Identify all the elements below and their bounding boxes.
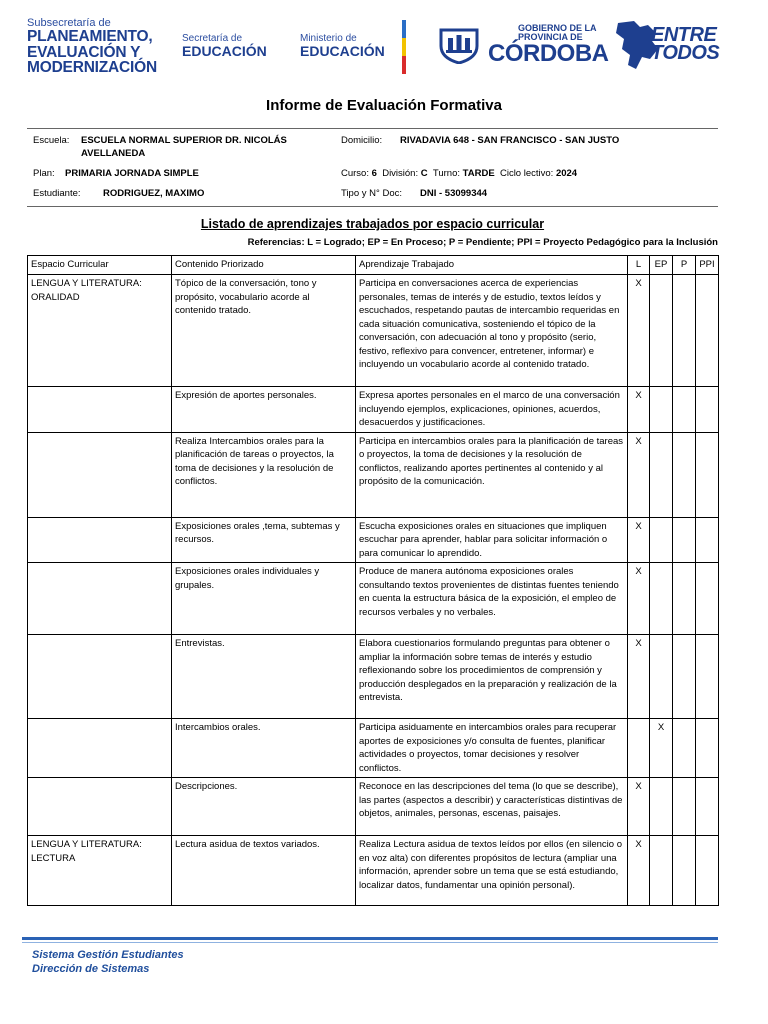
- gobierno-cordoba-logo: [488, 24, 609, 66]
- cell-ep: [650, 635, 673, 719]
- cell-ep: X: [650, 719, 673, 778]
- secretaria-logo: [182, 34, 267, 58]
- flag-stripe-yellow: [402, 38, 406, 56]
- cell-ep: [650, 836, 673, 906]
- cell-p: [673, 387, 696, 433]
- cell-ppi: [696, 563, 719, 635]
- cell-espacio: [28, 432, 172, 517]
- secretaria-big-text: EDUCACIÓN: [182, 43, 267, 59]
- cell-aprendizaje: Participa asiduamente en intercambios orales para recuperar aportes de exposiciones y/o consulta de fuentes, planificar actividades o proyectos, tomar decisiones y resolver conflictos.: [356, 719, 628, 778]
- table-row: [28, 387, 719, 433]
- table-row: [28, 836, 719, 906]
- aprendizajes-table: [27, 255, 719, 906]
- footer-rule-light: [22, 942, 718, 943]
- cell-contenido: Entrevistas.: [172, 635, 356, 719]
- footer-line-1: Sistema Gestión Estudiantes: [32, 949, 184, 961]
- info-divider: [27, 206, 718, 207]
- footer: [32, 948, 184, 976]
- cell-ppi: [696, 275, 719, 387]
- entre-text: ENTRE: [651, 24, 717, 46]
- page-title: Informe de Evaluación Formativa: [266, 97, 502, 114]
- cell-l: X: [628, 432, 650, 517]
- cell-espacio: [28, 635, 172, 719]
- flag-stripe-red: [402, 56, 406, 74]
- cell-contenido: Exposiciones orales ,tema, subtemas y recursos.: [172, 517, 356, 563]
- cell-ep: [650, 387, 673, 433]
- cell-l: [628, 719, 650, 778]
- cell-contenido: Realiza Intercambios orales para la planificación de tareas o proyectos, la toma de decisiones y la resolución de conflictos.: [172, 432, 356, 517]
- cell-ep: [650, 432, 673, 517]
- cell-p: [673, 275, 696, 387]
- domicilio-label: Domicilio:: [341, 135, 383, 146]
- cell-espacio: [28, 387, 172, 433]
- plan-label: Plan:: [33, 168, 55, 179]
- header-ep: EP: [650, 256, 673, 275]
- cell-espacio: LENGUA Y LITERATURA: ORALIDAD: [28, 275, 172, 387]
- cell-ppi: [696, 719, 719, 778]
- cell-contenido: Lectura asidua de textos variados.: [172, 836, 356, 906]
- cell-aprendizaje: Realiza Lectura asidua de textos leídos por ellos (en silencio o en voz alta) con diferentes propósitos de lectura (ampliar una información, aprender sobre un tema que se está estudiando, localizar datos, fundamentar una opinión personal).: [356, 836, 628, 906]
- cell-espacio: [28, 778, 172, 836]
- cell-aprendizaje: Expresa aportes personales en el marco de una conversación incluyendo ejemplos, explicaciones, opiniones, acuerdos, desacuerdos y justificaciones.: [356, 387, 628, 433]
- cell-espacio: [28, 563, 172, 635]
- todos-text: TODOS: [651, 41, 720, 64]
- cell-contenido: Intercambios orales.: [172, 719, 356, 778]
- header-espacio: Espacio Curricular: [28, 256, 172, 275]
- cell-contenido: Exposiciones orales individuales y grupales.: [172, 563, 356, 635]
- subsecretaria-small-text: Subsecretaría de: [27, 17, 111, 29]
- table-row: [28, 517, 719, 563]
- cell-aprendizaje: Reconoce en las descripciones del tema (lo que se describe), las partes (aspectos a describir) y características distintivas de objetos, animales, personas, escenas, paisajes.: [356, 778, 628, 836]
- gobierno-line-2: PROVINCIA DE: [518, 32, 583, 42]
- cell-ppi: [696, 387, 719, 433]
- header-aprendizaje: Aprendizaje Trabajado: [356, 256, 628, 275]
- cell-ep: [650, 563, 673, 635]
- cell-p: [673, 836, 696, 906]
- ministerio-big-text: EDUCACIÓN: [300, 43, 385, 59]
- cell-p: [673, 432, 696, 517]
- cell-p: [673, 778, 696, 836]
- cell-p: [673, 563, 696, 635]
- cordoba-crest-icon: [438, 24, 480, 64]
- cell-ppi: [696, 836, 719, 906]
- turno-value: TARDE: [462, 168, 495, 179]
- footer-line-2: Dirección de Sistemas: [32, 963, 150, 975]
- cell-l: X: [628, 387, 650, 433]
- division-value: C: [420, 168, 428, 179]
- cell-ppi: [696, 432, 719, 517]
- doc-label: Tipo y N° Doc:: [341, 188, 402, 199]
- entre-todos-logo: [651, 24, 720, 64]
- cell-l: X: [628, 836, 650, 906]
- cell-contenido: Descripciones.: [172, 778, 356, 836]
- subsecretaria-logo: [27, 18, 157, 76]
- cell-l: X: [628, 517, 650, 563]
- estudiante-value: RODRIGUEZ, MAXIMO: [103, 188, 205, 199]
- curso-label: Curso:: [341, 168, 369, 179]
- gobierno-line-1: GOBIERNO DE LA: [518, 23, 597, 33]
- header-contenido: Contenido Priorizado: [172, 256, 356, 275]
- cell-p: [673, 719, 696, 778]
- ciclo-label: Ciclo lectivo:: [499, 168, 554, 179]
- estudiante-label: Estudiante:: [33, 188, 81, 199]
- escuela-label: Escuela:: [33, 135, 70, 146]
- curso-value: 6: [371, 168, 377, 179]
- listado-title: Listado de aprendizajes trabajados por espacio curricular: [200, 217, 545, 231]
- title-divider: [27, 128, 718, 129]
- cell-ppi: [696, 635, 719, 719]
- cell-aprendizaje: Produce de manera autónoma exposiciones orales consultando textos provenientes de distintas fuentes teniendo en cuenta la estructura básica de la exposición, el empleo de recursos verbales y no verbales.: [356, 563, 628, 635]
- cell-ep: [650, 275, 673, 387]
- header-ppi: PPI: [696, 256, 719, 275]
- referencias-text: Referencias: L = Logrado; EP = En Proceso; P = Pendiente; PPI = Proyecto Pedagógico para la Inclusión: [247, 237, 718, 248]
- flag-stripe-blue: [402, 20, 406, 38]
- table-row: [28, 635, 719, 719]
- table-header-row: [28, 256, 719, 275]
- cell-ppi: [696, 517, 719, 563]
- cell-espacio: [28, 517, 172, 563]
- cell-contenido: Expresión de aportes personales.: [172, 387, 356, 433]
- cell-l: X: [628, 275, 650, 387]
- ciclo-value: 2024: [555, 168, 578, 179]
- cordoba-text: CÓRDOBA: [488, 40, 609, 67]
- table-row: [28, 778, 719, 836]
- table-row: [28, 275, 719, 387]
- subsecretaria-line-1: PLANEAMIENTO,: [27, 28, 153, 45]
- doc-value: DNI - 53099344: [420, 188, 488, 199]
- cell-aprendizaje: Participa en conversaciones acerca de experiencias personales, temas de interés y de estudio, textos leídos y escuchados, respetando pautas de intercambio requeridas en cada situación comunicativa, sosteniendo el tópico de la conversación, con adecuación al tono y propósito (serio, festivo, reflexivo para convencer, entretener, informar) e incluyendo un vocabulario acorde al contenido tratado.: [356, 275, 628, 387]
- cell-aprendizaje: Escucha exposiciones orales en situaciones que impliquen escuchar para aprender, hablar para solicitar información o para comunicar lo aprendido.: [356, 517, 628, 563]
- flag-stripe-icon: [402, 20, 406, 74]
- header-p: P: [673, 256, 696, 275]
- cell-aprendizaje: Elabora cuestionarios formulando preguntas para obtener o ampliar la información sobre temas de interés y estudio reflexionando sobre los procedimientos de comprensión y producción desplegados en la preparación y realización de la entrevista.: [356, 635, 628, 719]
- table-row: [28, 719, 719, 778]
- table-row: [28, 432, 719, 517]
- cell-espacio: [28, 719, 172, 778]
- table-row: [28, 563, 719, 635]
- subsecretaria-line-3: MODERNIZACIÓN: [27, 59, 158, 76]
- ministerio-small-text: Ministerio de: [300, 33, 357, 44]
- cell-contenido: Tópico de la conversación, tono y propósito, vocabulario acorde al contenido tratado.: [172, 275, 356, 387]
- curso-division-turno-ciclo: [341, 167, 577, 180]
- cell-p: [673, 635, 696, 719]
- cell-ep: [650, 778, 673, 836]
- cell-l: X: [628, 635, 650, 719]
- header-l: L: [628, 256, 650, 275]
- cell-p: [673, 517, 696, 563]
- cell-ppi: [696, 778, 719, 836]
- cell-espacio: LENGUA Y LITERATURA: LECTURA: [28, 836, 172, 906]
- cell-aprendizaje: Participa en intercambios orales para la planificación de tareas o proyectos, la toma de decisiones y la resolución de conflictos, realizando aportes pertinentes al contenido y al propósito de la comunicación.: [356, 432, 628, 517]
- escuela-value: ESCUELA NORMAL SUPERIOR DR. NICOLÁS AVELLANEDA: [81, 135, 287, 159]
- division-label: División:: [382, 168, 419, 179]
- turno-label: Turno:: [432, 168, 461, 179]
- cell-l: X: [628, 778, 650, 836]
- cell-l: X: [628, 563, 650, 635]
- subsecretaria-line-2: EVALUACIÓN Y: [27, 43, 141, 61]
- cell-ep: [650, 517, 673, 563]
- ministerio-logo: [300, 34, 385, 58]
- domicilio-value: RIVADAVIA 648 - SAN FRANCISCO - SAN JUSTO: [400, 135, 620, 146]
- plan-value: PRIMARIA JORNADA SIMPLE: [65, 168, 199, 179]
- secretaria-small-text: Secretaría de: [182, 33, 243, 44]
- footer-rule: [22, 937, 718, 940]
